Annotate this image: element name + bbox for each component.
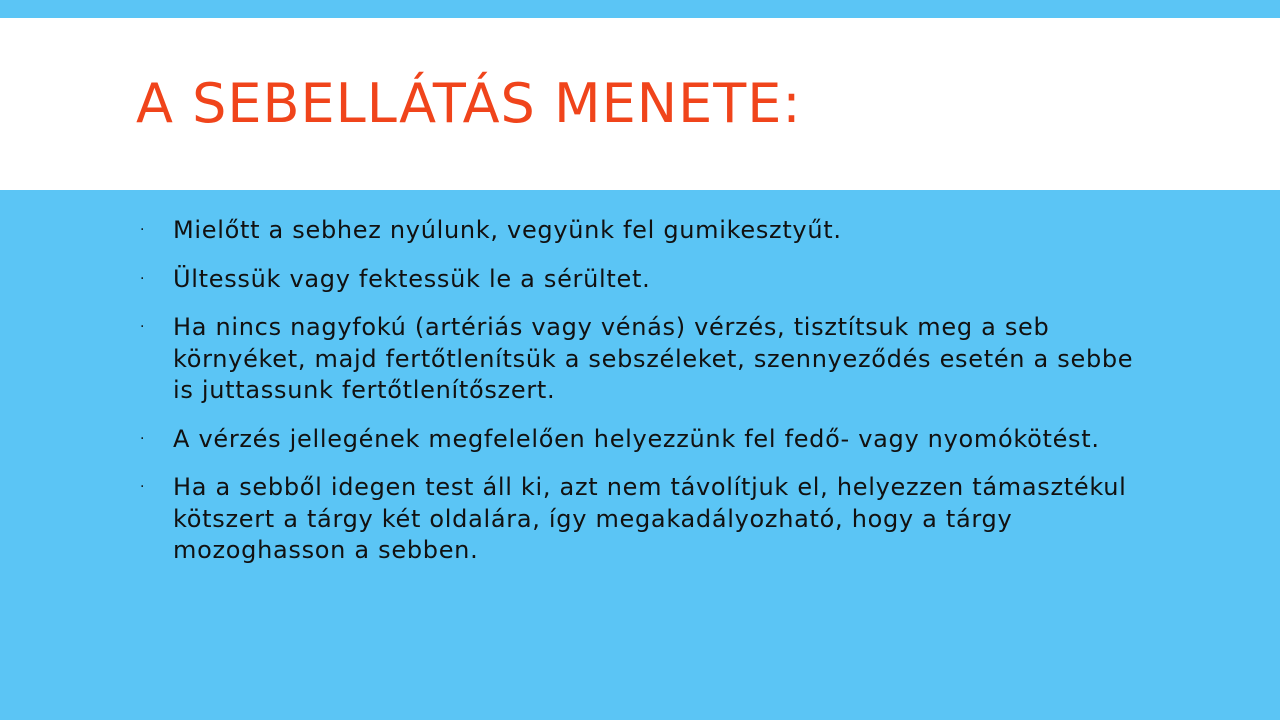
bullet-text: Ha a sebből idegen test áll ki, azt nem távolítjuk el, helyezzen támasztékul kötszert a tárgy két oldalára, így megakadályozható, hogy a tárgy mozoghasson a sebben. [173,473,1127,564]
slide-content [136,215,1146,584]
bullet-text: A vérzés jellegének megfelelően helyezzünk fel fedő- vagy nyomókötést. [173,424,1100,453]
bullet-marker: · [140,222,146,238]
bullet-marker: · [140,319,146,335]
bullet-marker: · [140,479,146,495]
bullet-item [136,424,1146,456]
bullet-item [136,312,1146,407]
bullet-item [136,472,1146,567]
bullet-item [136,215,1146,247]
top-accent-strip [0,0,1280,18]
bullet-item [136,264,1146,296]
slide-title: A SEBELLÁTÁS MENETE: [136,72,802,135]
bullet-text: Ültessük vagy fektessük le a sérültet. [173,264,651,293]
bullet-text: Mielőtt a sebhez nyúlunk, vegyünk fel gumikesztyűt. [173,216,842,244]
bullet-text: Ha nincs nagyfokú (artériás vagy vénás) vérzés, tisztítsuk meg a seb környéket, majd fertőtlenítsük a sebszéleket, szennyeződés esetén a sebbe is juttassunk fertőtlenítőszert. [173,313,1134,404]
bullet-marker: · [140,430,146,447]
bullet-marker: · [140,270,146,287]
bullet-list [136,215,1146,567]
